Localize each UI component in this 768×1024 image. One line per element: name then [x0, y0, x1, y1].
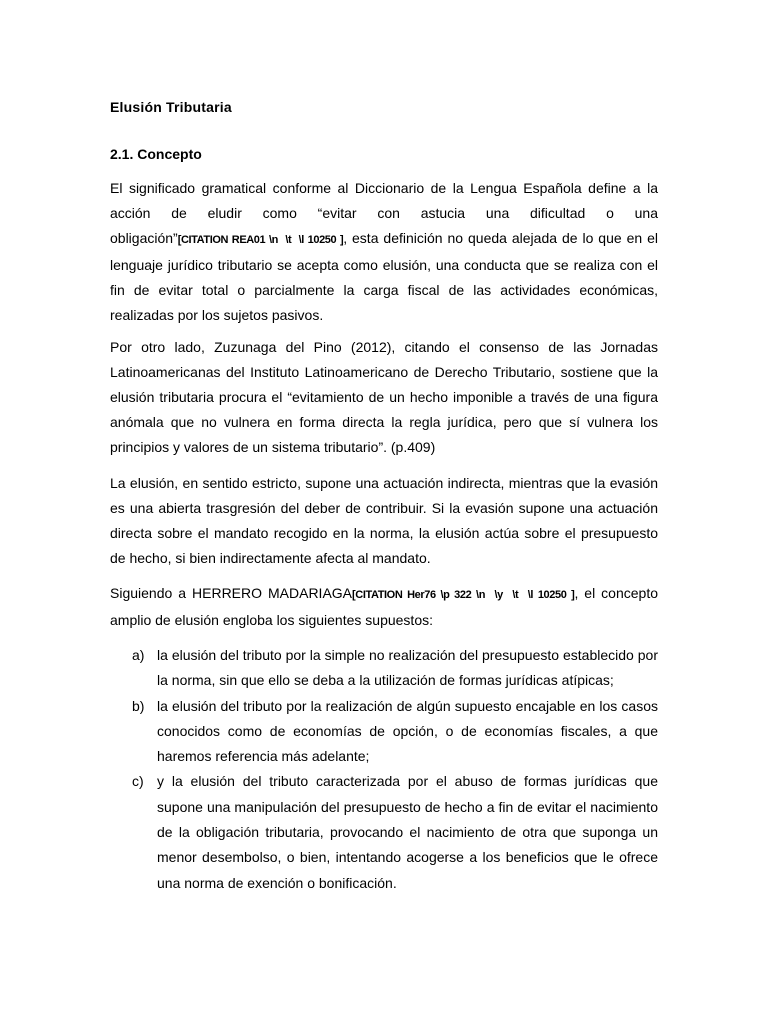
paragraph-4 — [110, 581, 658, 633]
list-item-marker: c) — [132, 773, 144, 790]
section-heading: 2.1. Concepto — [110, 146, 202, 162]
list-item-text: y la elusión del tributo caracterizada por el abuso de formas jurídicas que supone una manipulación del presupuesto de hecho a fin de evitar el nacimiento de la obligación tributaria, provocando el nacimiento de otra que suponga un menor desembolso, o bien, intentando acogerse a los beneficios que le ofrece una norma de exención o bonificación. — [157, 773, 658, 891]
paragraph-2: Por otro lado, Zuzunaga del Pino (2012), citando el consenso de las Jornadas Latinoamericanas del Instituto Latinoamericano de Derecho Tributario, sostiene que la elusión tributaria procura el “evitamiento de un hecho imponible a través de una figura anómala que no vulnera en forma directa la regla jurídica, pero que sí vulnera los principios y valores de un sistema tributario”. (p.409) — [110, 339, 658, 455]
list-item-text: la elusión del tributo por la realización de algún supuesto encajable en los casos conocidos como de economías de opción, o de economías fiscales, a que haremos referencia más adelante; — [157, 697, 658, 765]
list-item — [132, 769, 658, 895]
paragraph-1 — [110, 176, 658, 328]
page-title: Elusión Tributaria — [110, 99, 232, 115]
list-item-marker: b) — [132, 697, 145, 714]
citation-field: [CITATION REA01 \n \t \l 10250 ] — [177, 234, 344, 246]
citation-field: [CITATION Her76 \p 322 \n \y \t \l 10250 ] — [352, 589, 575, 601]
list-item — [132, 643, 658, 694]
paragraph-1-text-end: , esta definición no queda alejada de lo que en el lenguaje jurídico tributario se acepta como elusión, una conducta que se realiza con el fin de evitar total o parcialmente la carga fiscal de las actividades económicas, realizadas por los sujetos pasivos. — [110, 230, 658, 323]
paragraph-4-text-end: , el concepto amplio de elusión engloba los siguientes supuestos: — [110, 585, 658, 628]
paragraph-1-text-start: El significado gramatical conforme al Diccionario de la Lengua Española define a la acción de eludir como “evitar con astucia una dificultad o una obligación” — [110, 180, 658, 246]
document-page — [110, 0, 658, 1024]
paragraph-4-text-start: Siguiendo a HERRERO MADARIAGA — [110, 585, 353, 601]
paragraph-3: La elusión, en sentido estricto, supone una actuación indirecta, mientras que la evasión es una abierta trasgresión del deber de contribuir. Si la evasión supone una actuación directa sobre el mandato recogido en la norma, la elusión actúa sobre el presupuesto de hecho, si bien indirectamente afecta al mandato. — [110, 475, 658, 566]
list-item — [132, 694, 658, 770]
list-item-marker: a) — [132, 647, 145, 663]
supuestos-list — [132, 643, 658, 896]
list-item-text: la elusión del tributo por la simple no realización del presupuesto establecido por la norma, sin que ello se deba a la utilización de formas jurídicas atípicas; — [157, 647, 658, 689]
